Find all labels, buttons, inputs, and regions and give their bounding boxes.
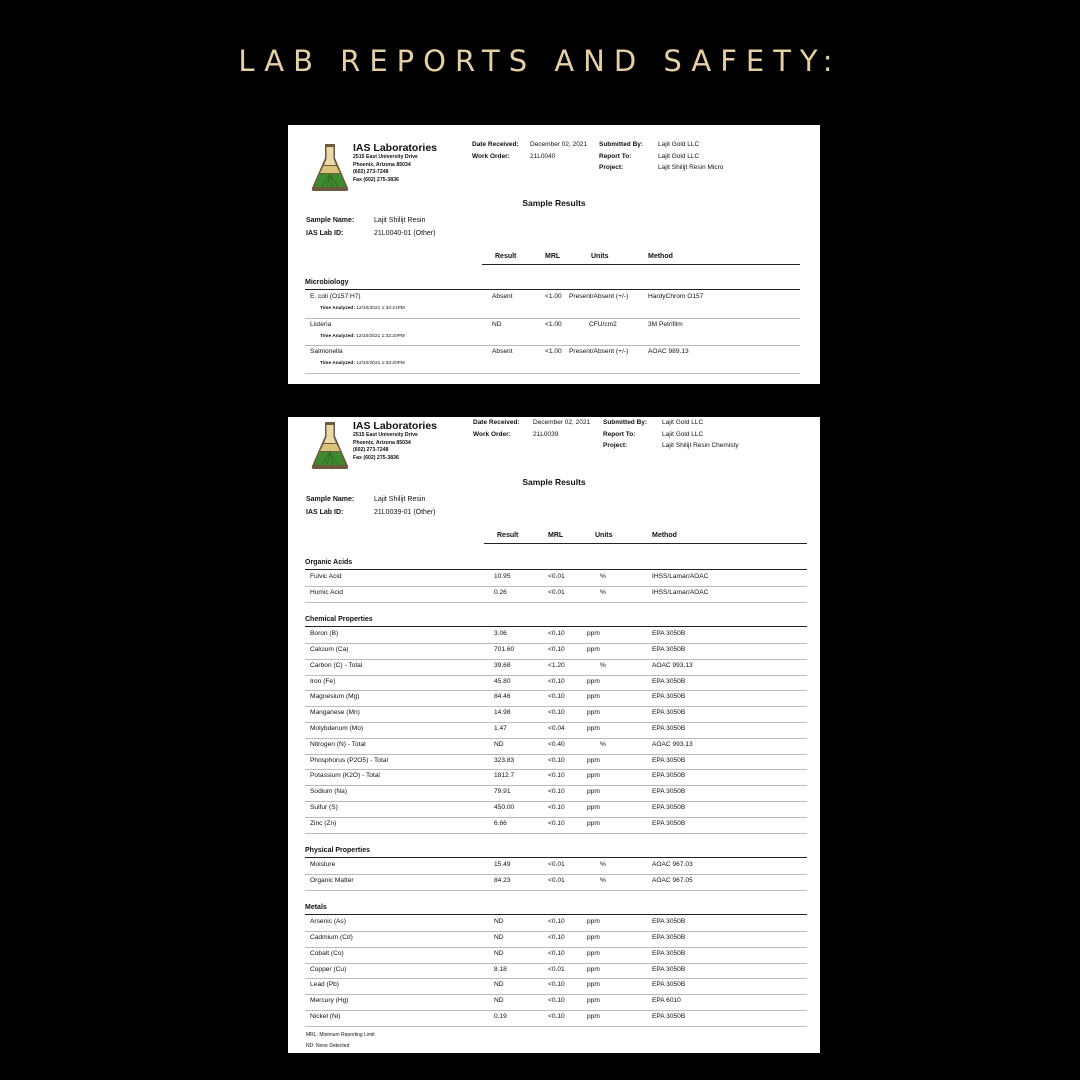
row-divider [305,722,807,723]
time-analyzed-label: Time Analyzed: [320,361,355,366]
sample-results-title: Sample Results [522,198,586,208]
mrl-cell: <1.00 [545,348,562,355]
units-cell: % [600,661,606,669]
page-headline: LAB REPORTS AND SAFETY: [238,44,842,78]
method-cell: EPA 3050B [652,693,686,701]
lab-address-line: Fax (602) 275-3836 [353,176,399,183]
method-cell: EPA 3050B [652,819,686,827]
project-label: Project: [599,164,624,171]
sample-results-title: Sample Results [522,477,586,487]
lab-id-row [306,506,435,519]
analyte-cell: Cobalt (Co) [310,949,344,957]
units-cell: ppm [587,803,600,811]
result-cell: ND [494,933,504,941]
meta-labels-right [603,417,647,452]
method-cell: 3M Petrifilm [648,320,683,328]
result-cell: 14.98 [494,709,511,717]
units-cell: % [600,740,606,748]
units-cell: ppm [587,997,600,1005]
method-cell: EPA 3050B [652,772,686,780]
mrl-cell: <0.10 [548,981,565,989]
time-analyzed [320,306,405,311]
lab-info [353,420,437,462]
work-order-label: Work Order: [473,430,511,438]
analyte-cell: Salmonella [310,348,343,355]
result-cell: ND [494,981,504,989]
units-cell: % [600,588,606,596]
mrl-cell: <0.10 [548,772,565,780]
row-divider [305,994,807,995]
footnote: MRL: Minimum Reporting Limit [306,1032,375,1038]
row-divider [305,947,807,948]
analyte-cell: Arsenic (As) [310,918,346,926]
analyte-cell: Carbon (C) - Total [310,661,363,669]
units-cell: ppm [587,949,600,957]
time-analyzed-value: 12/10/2021 1:34:21PM [356,306,405,311]
method-cell: AOAC 993.13 [652,740,693,748]
result-cell: 84.23 [494,876,511,884]
units-cell: ppm [587,933,600,941]
analyte-cell: Moisture [310,861,336,868]
mrl-cell: <0.01 [548,573,565,580]
result-cell: 701.60 [494,645,515,653]
result-cell: 10.95 [494,573,511,580]
mrl-cell: <1.20 [548,661,565,669]
analyte-cell: Mercury (Hg) [310,997,349,1005]
sample-info [306,493,435,519]
units-cell: ppm [587,772,600,780]
method-cell: EPA 3050B [652,933,686,941]
mrl-cell: <0.10 [548,918,565,926]
analyte-cell: Lead (Pb) [310,981,339,989]
column-header: Result [495,253,517,260]
row-divider [305,874,807,875]
result-cell: 6.66 [494,819,507,827]
result-cell: Absent [492,293,513,300]
result-cell: 323.83 [494,756,515,764]
mrl-cell: <0.10 [548,693,565,701]
units-cell: % [600,876,606,884]
date-received-label: Date Received: [472,141,519,148]
time-analyzed-label: Time Analyzed: [320,333,355,339]
method-cell: EPA 3050B [652,981,686,989]
analyte-cell: Calcium (Ca) [310,645,349,653]
row-divider [305,675,807,676]
analyte-cell: Zinc (Zn) [310,819,337,827]
time-analyzed-value: 12/10/2021 1:33:20PM [356,361,405,366]
mrl-cell: <1.00 [545,320,562,328]
sample-name-label: Sample Name: [306,217,355,224]
row-divider [305,833,807,834]
flask-logo-icon [310,420,350,470]
row-divider [305,738,807,739]
lab-id-label: IAS Lab ID: [306,230,344,237]
row-divider [305,690,807,691]
work-order-value: 21L0039 [533,430,559,438]
date-received-value: December 02, 2021 [530,141,588,148]
analyte-cell: Copper (Cu) [310,965,347,973]
flask-logo-icon [310,142,350,192]
method-cell: EPA 3050B [652,645,686,653]
sample-info [306,214,435,240]
mrl-cell: <0.10 [548,819,565,827]
units-cell: ppm [587,724,600,732]
result-cell: 1.47 [494,724,507,732]
report-to-label: Report To: [599,152,632,160]
row-divider [305,706,807,707]
row-divider [305,586,807,587]
date-received-label: Date Received: [473,419,520,426]
row-divider [305,345,800,346]
lab-name: IAS Laboratories [353,420,438,432]
column-header: MRL [548,532,564,539]
footnote: ND: None Detected [306,1043,350,1049]
project-label: Project: [603,442,628,449]
row-divider [305,769,807,770]
lab-info [353,142,437,184]
row-divider [305,643,807,644]
result-cell: 45.80 [494,677,511,685]
mrl-cell: <0.01 [548,861,565,868]
mrl-cell: <0.40 [548,740,565,748]
time-analyzed-label: Time Analyzed: [320,306,355,311]
mrl-cell: <0.10 [548,949,565,957]
result-cell: ND [494,997,504,1005]
lab-id-value: 21L0039-01 (Other) [374,509,436,516]
lab-address-line: Phoenix, Arizona 85034 [353,161,411,168]
analyte-cell: Phosphorus (P2O5) - Total [310,756,388,764]
column-header: MRL [545,253,561,260]
row-divider [305,1026,807,1027]
row-divider [305,373,800,374]
project-value: Lajit Shilijt Resin Micro [658,164,724,171]
analyte-cell: Magnesium (Mg) [310,693,360,701]
category-rule [305,289,800,290]
result-cell: 79.91 [494,788,511,796]
result-cell: 8.18 [494,965,507,973]
units-cell: ppm [587,965,600,973]
analyte-cell: Sulfur (S) [310,803,338,811]
report-to-label: Report To: [603,430,636,438]
sample-name-value: Lajit Shilijt Resin [374,217,426,224]
lab-address-line: (602) 273-7248 [353,447,389,454]
analyte-cell: E. coli (O157:H7) [310,293,361,300]
meta-values-left [533,417,590,440]
analyte-cell: Listeria [310,320,332,328]
method-cell: EPA 3050B [652,949,686,957]
analyte-cell: Sodium (Na) [310,788,348,796]
category-title: Microbiology [305,279,349,286]
result-cell: ND [494,918,504,926]
lab-name: IAS Laboratories [353,142,438,154]
analyte-cell: Molybdenum (Mo) [310,724,364,732]
column-header: Units [595,532,613,539]
units-cell: ppm [587,788,600,796]
mrl-cell: <0.04 [548,724,565,732]
mrl-cell: <0.10 [548,803,565,811]
result-cell: 0.19 [494,1012,507,1020]
lab-address-line: Fax (602) 275-3836 [353,454,399,461]
category-title: Metals [305,904,327,912]
sample-name-row [306,214,435,227]
method-cell: EPA 6010 [652,997,681,1005]
mrl-cell: <0.01 [548,876,565,884]
mrl-cell: <0.10 [548,677,565,685]
analyte-cell: Nickel (Ni) [310,1012,341,1020]
project-value: Lajit Shilijt Resin Chemisty [662,442,739,449]
units-cell: ppm [587,630,600,638]
mrl-cell: <0.10 [548,1012,565,1020]
row-divider [305,817,807,818]
units-cell: ppm [587,1012,600,1020]
mrl-cell: <0.10 [548,933,565,941]
lab-report-chemistry [288,417,820,1053]
analyte-cell: Potassium (K2O) - Total [310,772,380,780]
analyte-cell: Boron (B) [310,630,339,638]
sample-name-value: Lajit Shilijt Resin [374,496,426,503]
submitted-by-label: Submitted By: [603,419,648,426]
lab-id-value: 21L0040-01 (Other) [374,230,436,237]
meta-values-right [662,417,739,452]
mrl-cell: <0.10 [548,997,565,1005]
result-cell: 3.06 [494,630,507,638]
meta-labels-right [599,139,643,174]
meta-labels-left [473,417,520,440]
result-cell: 84.46 [494,693,511,701]
time-analyzed [320,361,405,366]
result-cell: ND [494,740,504,748]
analyte-cell: Organic Matter [310,876,354,884]
category-rule [305,626,807,627]
row-divider [305,890,807,891]
analyte-cell: Humic Acid [310,588,343,596]
result-cell: 1812.7 [494,772,515,780]
row-divider [305,801,807,802]
lab-address-line: 2515 East University Drive [353,432,418,438]
method-cell: HardyChrom O157 [648,293,704,300]
category-title: Physical Properties [305,847,370,854]
analyte-cell: Nitrogen (N) - Total [310,740,366,748]
mrl-cell: <1.00 [545,293,562,300]
method-cell: EPA 3050B [652,965,686,973]
column-header: Method [648,253,673,260]
result-cell: 0.26 [494,588,507,596]
mrl-cell: <0.10 [548,709,565,717]
method-cell: AOAC 989.13 [648,348,689,355]
meta-values-left [530,139,587,162]
sample-name-label: Sample Name: [306,496,355,503]
analyte-cell: Fulvic Acid [310,573,342,580]
units-cell: ppm [587,645,600,653]
result-cell: 39.68 [494,661,511,669]
mrl-cell: <0.10 [548,788,565,796]
analyte-cell: Cadmium (Cd) [310,933,353,941]
row-divider [305,754,807,755]
column-header: Result [497,532,519,539]
method-cell: AOAC 967.05 [652,876,693,884]
time-analyzed [320,334,405,339]
lab-id-row [306,227,435,240]
lab-id-label: IAS Lab ID: [306,509,344,516]
analyte-cell: Iron (Fe) [310,677,336,685]
meta-labels-left [472,139,519,162]
lab-report-micro [288,125,820,384]
method-cell: AOAC 967.03 [652,861,693,868]
method-cell: EPA 3050B [652,724,686,732]
submitted-by-value: Lajit Gold LLC [658,141,700,148]
method-cell: IHSS/Lamar/AOAC [652,573,709,580]
units-cell: ppm [587,918,600,926]
method-cell: EPA 3050B [652,677,686,685]
units-cell: ppm [587,756,600,764]
units-cell: ppm [587,693,600,701]
report-to-value: Lajit Gold LLC [658,152,700,160]
result-cell: Absent [492,348,513,355]
analyte-cell: Manganese (Mn) [310,709,360,717]
units-cell: ppm [587,981,600,989]
units-cell: Present/Absent (+/-) [569,348,629,355]
work-order-label: Work Order: [472,152,510,160]
submitted-by-label: Submitted By: [599,141,644,148]
mrl-cell: <0.10 [548,630,565,638]
result-cell: 15.49 [494,861,511,868]
work-order-value: 21L0040 [530,152,556,160]
units-cell: Present/Absent (+/-) [569,293,629,300]
lab-address-line: (602) 273-7248 [353,169,389,176]
units-cell: ppm [587,819,600,827]
row-divider [305,659,807,660]
method-cell: EPA 3050B [652,918,686,926]
method-cell: IHSS/Lamar/AOAC [652,588,709,596]
units-cell: % [600,861,606,868]
result-cell: ND [494,949,504,957]
category-rule [305,914,807,915]
method-cell: EPA 3050B [652,788,686,796]
row-divider [305,785,807,786]
row-divider [305,602,807,603]
mrl-cell: <0.01 [548,588,565,596]
units-cell: ppm [587,709,600,717]
units-cell: CFU/cm2 [589,320,617,328]
row-divider [305,978,807,979]
lab-address-line: 2515 East University Drive [353,154,418,160]
category-title: Organic Acids [305,559,353,566]
units-cell: ppm [587,677,600,685]
mrl-cell: <0.10 [548,645,565,653]
lab-address-line: Phoenix, Arizona 85034 [353,439,411,446]
column-header: Units [591,253,609,260]
row-divider [305,931,807,932]
time-analyzed-value: 12/10/2021 1:33:20PM [356,333,405,339]
category-title: Chemical Properties [305,616,373,624]
method-cell: EPA 3050B [652,709,686,717]
method-cell: EPA 3050B [652,803,686,811]
row-divider [305,1010,807,1011]
row-divider [305,963,807,964]
mrl-cell: <0.10 [548,756,565,764]
category-rule [305,857,807,858]
meta-values-right [658,139,723,174]
method-cell: EPA 3050B [652,756,686,764]
column-header: Method [652,532,677,539]
column-header-rule [484,543,807,544]
sample-name-row [306,493,435,506]
category-rule [305,569,807,570]
method-cell: AOAC 993.13 [652,661,693,669]
method-cell: EPA 3050B [652,630,686,638]
report-to-value: Lajit Gold LLC [662,430,704,438]
mrl-cell: <0.01 [548,965,565,973]
method-cell: EPA 3050B [652,1012,686,1020]
column-header-rule [482,264,800,265]
result-cell: ND [492,320,502,328]
date-received-value: December 02, 2021 [533,419,591,426]
submitted-by-value: Lajit Gold LLC [662,419,704,426]
result-cell: 450.00 [494,803,515,811]
row-divider [305,318,800,319]
units-cell: % [600,573,606,580]
